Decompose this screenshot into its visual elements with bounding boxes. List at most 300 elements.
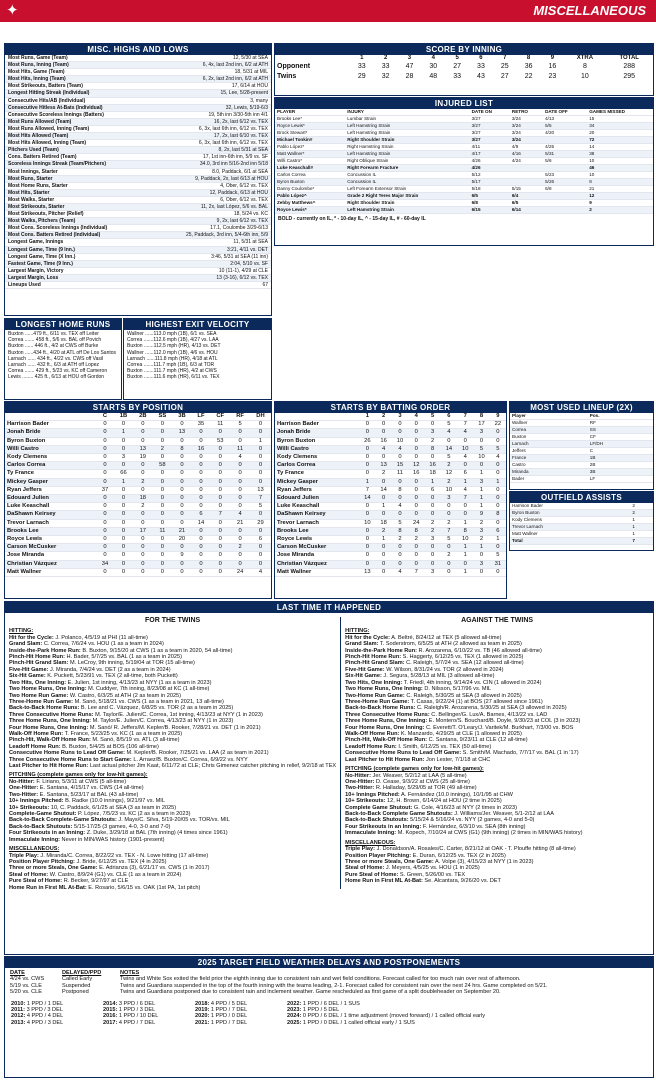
exitvelo-row: Buxton .......111.6 mph (HR), 6/11 vs. TEX — [127, 374, 220, 381]
record-label: Three Consecutive Home Runs to Start Game: — [9, 756, 132, 763]
position-cell: 0 — [210, 544, 230, 552]
position-cell: 0 — [114, 519, 133, 527]
position-cell: 14 — [192, 519, 211, 527]
order-cell: 0 — [490, 503, 506, 511]
position-cell: 0 — [152, 511, 172, 519]
injured-cell: 5/18 — [470, 186, 510, 193]
position-cell: 0 — [210, 478, 230, 486]
order-row — [275, 478, 506, 486]
record-value: F. Hernández, 6/3/10 vs. SEA (8th inning) — [422, 823, 526, 830]
injured-cell: Grade 2 Right Teres Major Strain — [345, 193, 469, 200]
misc-row-label: Most Strikeouts, Starter — [8, 203, 65, 210]
lineup-cell: Wallner — [510, 420, 588, 427]
misc-row-value: 6, 3x, last 6th inn, 6/12 vs. TEX — [198, 125, 268, 132]
order-cell: 5 — [490, 552, 506, 560]
injured-row — [275, 123, 653, 130]
record-label: Pure Steal of Home: — [345, 871, 399, 878]
weather-year: 2024: — [287, 1013, 302, 1020]
record-value: Never in MIN/WAS history (1901-present) — [61, 836, 165, 843]
order-cell: 8 — [424, 445, 440, 453]
order-cell: 0 — [473, 568, 489, 576]
position-cell: 0 — [192, 486, 211, 494]
exitvelo-row: Wallner ......112.0 mph (1B), 4/6 vs. HOU — [127, 349, 218, 356]
order-cell: 0 — [392, 511, 408, 519]
misc-row — [5, 98, 271, 105]
order-cell: 3 — [473, 560, 489, 568]
record-label: Four Strikeouts in an Inning: — [9, 830, 86, 837]
lineup-cell: CF — [588, 434, 653, 441]
record-label: Three or more Steals, One Game: — [345, 859, 434, 866]
position-cell: 18 — [133, 495, 152, 503]
position-cell: 0 — [250, 544, 271, 552]
misc-row-value: 32, Lewis, 5/19-6/3 — [225, 104, 268, 111]
misc-row-label: Most Innings, Starter — [8, 168, 58, 175]
position-cell: 0 — [210, 495, 230, 503]
order-cell: 2 — [375, 527, 391, 535]
misc-row-value: 34.0, 3rd inn 5/16-2nd inn 5/18 — [199, 161, 268, 168]
position-cell: 24 — [230, 568, 250, 576]
order-cell: 0 — [408, 445, 424, 453]
starts-by-batting-order-title: STARTS BY BATTING ORDER — [275, 402, 506, 413]
assist-cell: Harrison Bader — [510, 503, 630, 510]
record-label: Inside-the-Park Home Run: — [345, 647, 417, 654]
order-row — [275, 470, 506, 478]
score-cell: 48 — [429, 72, 438, 80]
position-cell: 0 — [230, 486, 250, 494]
order-cell: 0 — [392, 478, 408, 486]
position-cell: 5 — [230, 421, 250, 429]
position-cell: 0 — [230, 429, 250, 437]
record-label: Three-Home Run Game: — [345, 698, 410, 705]
injured-cell: 4/24 — [510, 158, 543, 165]
weather-year: 2019: — [195, 1007, 210, 1014]
misc-row-value: 6, 3x, last 6th inn, 6/12 vs. TEX — [198, 140, 268, 147]
injured-header-cell: PLAYER — [275, 109, 345, 116]
record-value: 12, H. Brown, 6/14/24 at HOU (2 time in 2025) — [387, 798, 502, 805]
against-misc-label: MISCELLANEOUS: — [345, 839, 396, 846]
record-label: Three Consecutive Home Runs: — [9, 711, 94, 718]
lineup-cell: Correa — [510, 427, 588, 434]
order-cell: 0 — [408, 503, 424, 511]
order-cell: 0 — [408, 544, 424, 552]
injured-row — [275, 172, 653, 179]
order-row — [275, 454, 506, 462]
order-cell: 3 — [473, 429, 489, 437]
record-value: W. Wilson, 8/31/24 vs. TOR (2 allowed in 2024) — [386, 666, 504, 673]
misc-row — [5, 183, 271, 190]
record-value: D. Cease, 9/3/22 at CWS (25 all-time) — [375, 778, 470, 785]
order-cell: 0 — [490, 568, 506, 576]
injured-cell: Left Hamstring Strain — [345, 123, 469, 130]
score-cell: 29 — [357, 72, 366, 80]
injured-cell: 4/20 — [543, 130, 587, 137]
record-value: R. Becker, 9/27/97 at CLE — [63, 878, 129, 885]
order-cell: Matt Wallner — [275, 568, 359, 576]
order-cell: 6 — [424, 486, 440, 494]
longest-home-runs-section — [4, 318, 122, 400]
misc-row-label: Most Hits, Starter — [8, 189, 50, 196]
injured-cell: 10 — [587, 172, 653, 179]
against-the-twins-column — [341, 613, 653, 893]
misc-row-value: 2:04, 5/10 vs. SF — [230, 260, 268, 267]
score-by-inning-section — [274, 43, 654, 96]
injured-cell: Luke Keaschall# — [275, 165, 345, 172]
order-cell: 18 — [424, 470, 440, 478]
weather-year-column — [287, 1001, 587, 1027]
order-cell: 1 — [473, 544, 489, 552]
order-cell: 0 — [424, 454, 440, 462]
misc-row — [5, 133, 271, 140]
injured-row — [275, 179, 653, 186]
against-pitching-label: PITCHING (complete games only for low-hit games): — [345, 765, 484, 772]
position-cell: 0 — [133, 519, 152, 527]
assist-cell: 1 — [630, 531, 653, 538]
misc-row-label: Most Home Runs, Starter — [8, 182, 68, 189]
order-cell: 10 — [473, 454, 489, 462]
record-value: Jon Lester, 7/1/18 at CHC — [425, 756, 491, 763]
misc-row-value: 6, 4x, last 2nd inn, 6/2 at ATH — [202, 62, 268, 69]
misc-row — [5, 190, 271, 197]
lineup-cell: 2B — [588, 462, 653, 469]
record-value: C. Raleigh, 5/7/24 vs. SEA (12 allowed all-time) — [406, 660, 524, 667]
position-cell: 0 — [96, 495, 114, 503]
longhr-row: Larnach ...... 432 ft., 6/3 at ATH off Lopez — [8, 362, 99, 369]
injured-cell: Left Forearm Extensor Strain — [345, 186, 469, 193]
misc-row-label: Most Strikeouts, Batters (Team) — [8, 83, 83, 90]
order-cell: 3 — [473, 478, 489, 486]
lineup-cell: Buxton — [510, 434, 588, 441]
position-cell: 0 — [114, 503, 133, 511]
injured-cell — [510, 165, 543, 172]
weather-year: 2022: — [287, 1000, 302, 1007]
injured-cell: 3/27 — [470, 123, 510, 130]
injured-cell: Brock Stewart* — [275, 130, 345, 137]
order-cell: DaShawn Keirsey — [275, 511, 359, 519]
record-label: Hit for the Cycle: — [9, 634, 54, 641]
score-cell: 27 — [500, 72, 509, 80]
injured-cell: 9 — [587, 200, 653, 207]
injured-cell: 3/27 — [470, 130, 510, 137]
position-header-cell: C — [96, 413, 114, 421]
order-cell: 0 — [408, 421, 424, 429]
weather-year-line — [11, 1020, 103, 1026]
order-cell: 0 — [473, 462, 489, 470]
record-label: Pure Steal of Home: — [9, 878, 63, 885]
injured-cell: Right Hamstring Strain — [345, 144, 469, 151]
position-cell: 0 — [114, 462, 133, 470]
order-cell: 12 — [441, 470, 457, 478]
injured-list-title: INJURED LIST — [275, 98, 653, 109]
order-row — [275, 552, 506, 560]
record-label: Two-Home Run Game: — [345, 692, 405, 699]
misc-row-value: 17, 2x, last 6/10 vs. TEX — [213, 133, 268, 140]
order-cell: 0 — [359, 560, 375, 568]
record-label: 10+ Innings Pitched: — [345, 791, 400, 798]
record-value: E. Duran, 6/12/25 vs. TEX (2 in 2025) — [412, 852, 506, 859]
record-label: Three Consecutive Home Runs: — [345, 711, 430, 718]
record-label: Four Strikeouts in an Inning: — [345, 823, 422, 830]
order-cell: 0 — [375, 421, 391, 429]
record-label: Two Hits, One Inning: — [345, 679, 403, 686]
order-cell: 2 — [424, 527, 440, 535]
record-label: Inside-the-Park Home Run: — [9, 647, 81, 654]
order-cell: 24 — [408, 519, 424, 527]
position-cell: 0 — [192, 552, 211, 560]
score-header-cell: TOTAL — [619, 55, 639, 61]
position-cell: 0 — [96, 437, 114, 445]
record-value: E. Rosario, 5/6/15 vs. OAK (1st PA, 1st pitch) — [88, 884, 201, 891]
record-line — [9, 837, 336, 843]
position-cell: Brooks Lee — [5, 527, 96, 535]
misc-row-label: Most Hits, Game (Team) — [8, 69, 65, 76]
position-cell: 0 — [96, 519, 114, 527]
position-header-cell — [5, 413, 96, 421]
record-label: Pinch-Hit, Walk-Off Home Run: — [345, 737, 428, 744]
lineup-cell: Larnach — [510, 441, 588, 448]
injured-list-section — [274, 97, 654, 246]
misc-row-label: Most Walks, Pitchers (Team) — [8, 218, 76, 225]
position-cell: 19 — [133, 454, 152, 462]
injured-cell: Royce Lewis* — [275, 207, 345, 214]
order-cell: 1 — [359, 478, 375, 486]
position-cell: 0 — [230, 478, 250, 486]
weather-cell: 5/20 vs. CLE — [10, 989, 43, 996]
order-cell: 0 — [441, 503, 457, 511]
misc-row-value: 8.0, Paddack, 6/1 at SEA — [212, 168, 268, 175]
position-cell: 0 — [114, 527, 133, 535]
order-row — [275, 544, 506, 552]
record-value: J. Miranda, 7/4/24 vs. DET (2 as a team in 2024) — [50, 666, 171, 673]
score-cell: 22 — [524, 72, 533, 80]
injured-header-cell: DATE OFF — [543, 109, 587, 116]
misc-row-value: 15, Lee, 5/28-present — [220, 90, 268, 97]
weather-year: 2020: — [195, 1013, 210, 1020]
position-cell: 0 — [172, 454, 191, 462]
misc-row — [5, 176, 271, 183]
position-cell: 20 — [172, 536, 191, 544]
weather-year: 2015: — [103, 1007, 118, 1014]
injured-row — [275, 116, 653, 123]
record-label: Steal of Home: — [345, 865, 385, 872]
injured-cell: 4/25 — [543, 144, 587, 151]
misc-row — [5, 232, 271, 239]
order-cell: 16 — [408, 470, 424, 478]
order-cell: 0 — [375, 478, 391, 486]
record-line — [345, 757, 649, 763]
weather-year: 2013: — [11, 1019, 26, 1026]
order-cell: 0 — [408, 560, 424, 568]
assist-cell: 1 — [630, 517, 653, 524]
order-cell: 7 — [408, 568, 424, 576]
weather-year: 2023: — [287, 1007, 302, 1014]
record-label: Pinch-Hit Grand Slam: — [345, 660, 405, 667]
position-row — [5, 511, 271, 519]
longhr-row: Lewis ........ 425 ft., 6/13 at HOU off Gordon — [8, 374, 105, 381]
position-header-cell: CF — [210, 413, 230, 421]
position-cell: 0 — [210, 527, 230, 535]
order-header-cell — [275, 413, 359, 421]
record-label: One-Hitter: — [9, 785, 39, 792]
exitvelo-row: Buxton .......112.5 mph (HR), 4/13 vs. DET — [127, 343, 221, 350]
position-cell: Harrison Bader — [5, 421, 96, 429]
record-label: Two Home Runs, One Inning: — [9, 686, 87, 693]
score-row — [275, 62, 653, 72]
order-cell: 0 — [490, 495, 506, 503]
for-the-twins-column — [5, 613, 340, 893]
order-cell: Royce Lewis — [275, 536, 359, 544]
score-cell: 16 — [548, 62, 557, 70]
misc-row-value: 18, 5/31 at MIL — [234, 69, 268, 76]
order-cell: 7 — [457, 495, 473, 503]
injured-cell: Right Oblique Strain — [345, 158, 469, 165]
weather-year-summary: 1 PPD / 7 DEL — [210, 1007, 248, 1014]
position-cell: 6 — [250, 536, 271, 544]
order-cell: 8 — [408, 527, 424, 535]
record-value: B. Buxton, 5/4/25 at BOS (106 all-time) — [62, 743, 159, 750]
order-cell: 0 — [457, 462, 473, 470]
record-value: M. Sanó/ R. Jeffers/M. Kepler/B. Rooker, 7/28/21 vs. DET (1 in 2021) — [89, 724, 261, 731]
order-cell: 4 — [457, 486, 473, 494]
order-cell: 2 — [392, 536, 408, 544]
position-row — [5, 462, 271, 470]
position-cell: 2 — [152, 445, 172, 453]
score-header-cell: 2 — [383, 55, 388, 61]
injured-cell: Right Shoulder Strain — [345, 200, 469, 207]
score-header-cell: 5 — [455, 55, 459, 61]
lineup-cell: 3B — [588, 469, 653, 476]
order-cell: 0 — [490, 519, 506, 527]
order-cell: 8 — [392, 486, 408, 494]
position-cell: 0 — [96, 568, 114, 576]
misc-row — [5, 282, 271, 289]
misc-row-value: 17, 1st inn-6th inn, 5/9 vs. SF — [202, 154, 268, 161]
misc-row — [5, 69, 271, 76]
weather-year-summary: 1 PPD / 3 DEL — [118, 1007, 156, 1014]
injured-cell: 5/12 — [470, 172, 510, 179]
record-label: Walk-Off Home Run: — [9, 730, 64, 737]
order-cell: Carson McCusker — [275, 544, 359, 552]
order-cell: 2 — [441, 552, 457, 560]
position-cell: 11 — [152, 527, 172, 535]
position-cell: Luke Keaschall — [5, 503, 96, 511]
most-used-lineup-section — [509, 401, 654, 490]
order-cell: 3 — [424, 536, 440, 544]
misc-row-label: Most Cons. Batters Retired (Individual) — [8, 232, 101, 239]
position-cell: 0 — [250, 454, 271, 462]
misc-row — [5, 268, 271, 275]
record-label: Three-Home Run Game: — [9, 698, 74, 705]
injured-cell — [543, 193, 587, 200]
record-label: Two Home Run Game: — [9, 692, 69, 699]
order-cell: 4 — [375, 445, 391, 453]
position-cell: 0 — [96, 536, 114, 544]
order-cell: Brooks Lee — [275, 527, 359, 535]
position-cell: 1 — [114, 429, 133, 437]
record-value: Z. Duke, 3/29/18 at BAL (7th inning) (4 times since 1961) — [86, 830, 228, 837]
injured-cell — [543, 207, 587, 214]
lineup-row — [510, 427, 653, 434]
position-cell: 9 — [172, 552, 191, 560]
order-cell: Carlos Correa — [275, 462, 359, 470]
injured-cell: 12 — [587, 193, 653, 200]
order-cell: 0 — [490, 486, 506, 494]
order-cell: 18 — [375, 519, 391, 527]
position-cell: 34 — [96, 560, 114, 568]
position-cell: 0 — [152, 568, 172, 576]
position-row — [5, 445, 271, 453]
position-cell: 4 — [250, 568, 271, 576]
record-label: Last Pitcher to Hit Home Run: — [9, 762, 89, 769]
record-value: E. Santana, 5/23/17 at BAL (43 all-time) — [39, 791, 139, 798]
starts-by-position-section — [4, 401, 272, 599]
position-cell: 0 — [172, 519, 191, 527]
position-cell: Jose Miranda — [5, 552, 96, 560]
misc-row — [5, 140, 271, 147]
record-label: Back-to-Back Complete Game Shutouts: — [345, 811, 453, 817]
order-cell: 0 — [392, 544, 408, 552]
record-value: A. Fernández (10.0 innings), 10/1/95 at CHW — [400, 791, 513, 798]
order-cell: 0 — [490, 470, 506, 478]
order-cell: 11 — [392, 470, 408, 478]
injured-cell: 6/5 — [510, 200, 543, 207]
assist-row — [510, 524, 653, 531]
score-cell: 30 — [429, 62, 438, 70]
misc-row-label: Scoreless Innings Streak (Team/Pitchers) — [8, 161, 107, 168]
misc-row — [5, 239, 271, 246]
position-cell: 0 — [96, 462, 114, 470]
position-cell: Trevor Larnach — [5, 519, 96, 527]
record-label: Pinch-Hit Home Run: — [345, 654, 402, 661]
record-value: J. Segura, 5/28/13 at MIL (3 allowed all-time) — [383, 673, 495, 680]
position-cell: 53 — [210, 437, 230, 445]
starts-by-batting-order-table — [275, 413, 506, 577]
injured-cell: 4/26 — [470, 165, 510, 172]
order-row — [275, 536, 506, 544]
order-cell: 1 — [424, 478, 440, 486]
order-cell: 1 — [457, 552, 473, 560]
record-label: Back-to-Back Complete-Game Shutouts: — [9, 817, 117, 824]
injured-cell: 5/6 — [543, 158, 587, 165]
injured-cell: Carlos Correa — [275, 172, 345, 179]
misc-row — [5, 147, 271, 154]
position-header-cell: 2B — [133, 413, 152, 421]
record-value: H. Bader, 5/7/25 vs. BAL (1 as a team in 2025) — [66, 654, 182, 661]
misc-row-label: Longest Game, Innings — [8, 239, 64, 246]
position-header-cell: 3B — [172, 413, 191, 421]
position-cell: 35 — [192, 421, 211, 429]
order-cell: 10 — [359, 519, 375, 527]
misc-row-label: Cons. Batters Retired (Team) — [8, 154, 77, 161]
position-cell: 0 — [152, 421, 172, 429]
position-cell: 0 — [192, 429, 211, 437]
exitvelo-row: Wallner ......113.0 mph (1B), 6/1 vs. SEA — [127, 331, 217, 337]
order-cell: 0 — [392, 495, 408, 503]
position-cell: 0 — [96, 478, 114, 486]
order-cell: 10 — [457, 445, 473, 453]
score-cell: 10 — [581, 72, 589, 80]
record-label: Three Home Runs, One Inning: — [345, 718, 428, 725]
position-cell: 0 — [133, 462, 152, 470]
record-value: B. Buxton, 9/15/20 at CWS (1 as a team in 2020, 54 all-time) — [82, 647, 233, 654]
record-line — [9, 885, 336, 891]
order-cell: 7 — [441, 527, 457, 535]
injured-cell: 3/24 — [510, 123, 543, 130]
weather-year-summary: 4 PPD / 4 DEL — [26, 1013, 64, 1020]
position-row — [5, 568, 271, 576]
longhr-row: Larnach ...... 434 ft., 4/22 vs. CWS off Vasil — [8, 355, 104, 362]
record-value: A. Beltré, 8/24/12 at TEX (5 allowed all-time) — [391, 634, 502, 641]
misc-row — [5, 169, 271, 176]
